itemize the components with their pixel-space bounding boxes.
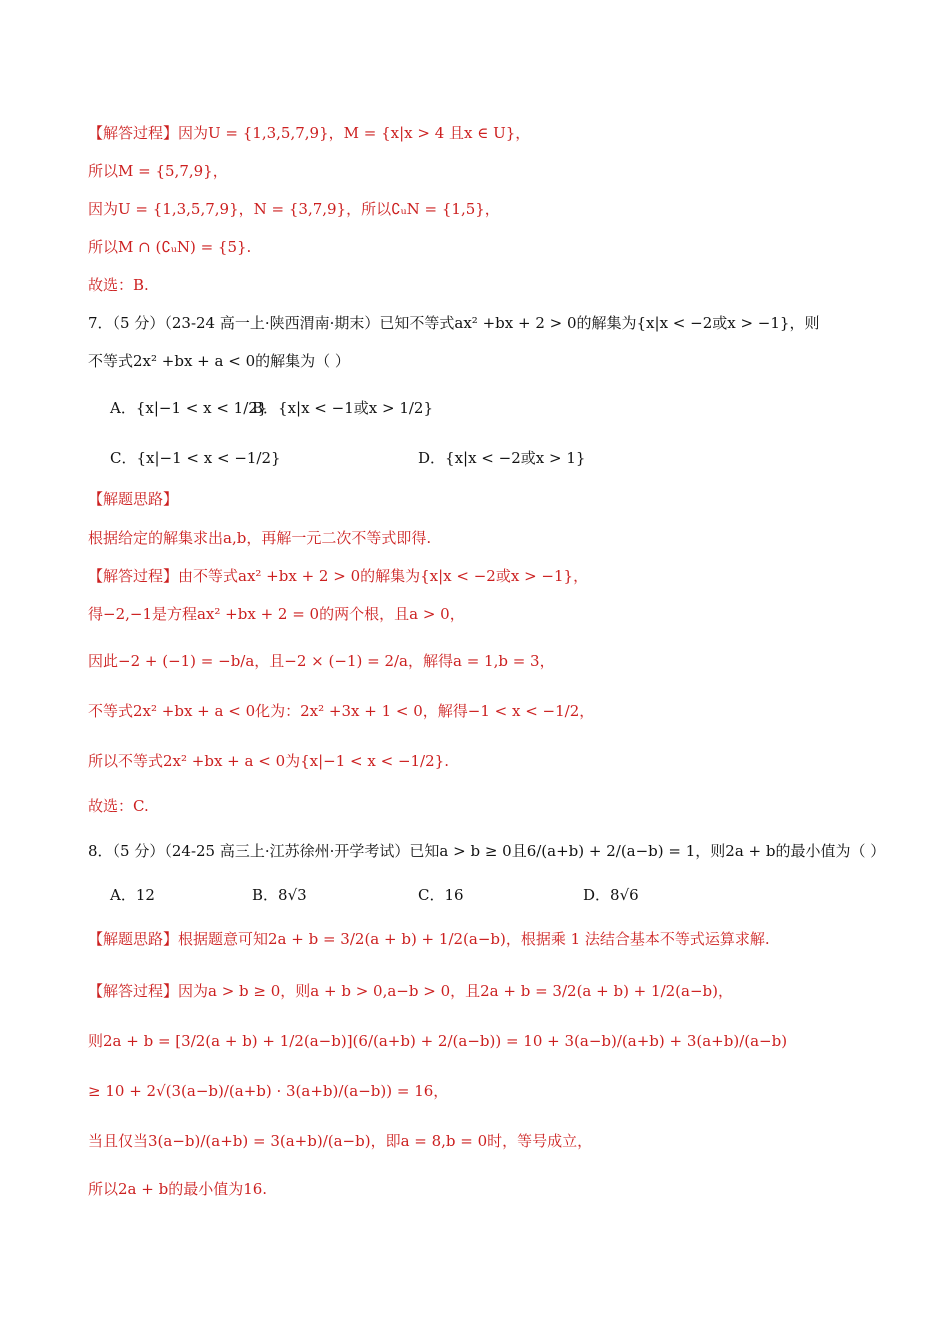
text-line: 根据给定的解集求出a,b，再解一元二次不等式即得.: [88, 529, 432, 547]
text-line: 因此−2 + (−1) = −b/a，且−2 × (−1) = 2/a，解得a = 1,b = 3，: [88, 652, 555, 670]
text-line: 【解答过程】由不等式ax² +bx + 2 > 0的解集为{x|x < −2或x > −1}，: [88, 567, 589, 585]
text-line: 故选：C.: [88, 797, 149, 815]
text-line: 故选：B.: [88, 276, 149, 294]
answer-option: C．16: [418, 886, 464, 904]
text-line: 不等式2x² +bx + a < 0化为：2x² +3x + 1 < 0，解得−1 < x < −1/2，: [88, 702, 595, 720]
answer-option: D．8√6: [583, 886, 639, 904]
text-line: 【解答过程】因为U = {1,3,5,7,9}，M = {x|x > 4 且x ∈ U}，: [88, 124, 531, 142]
text-line: 不等式2x² +bx + a < 0的解集为（ ）: [88, 352, 350, 370]
text-line: ≥ 10 + 2√(3(a−b)/(a+b) · 3(a+b)/(a−b)) = 16，: [88, 1082, 449, 1100]
answer-option: D．{x|x < −2或x > 1}: [418, 449, 586, 467]
text-line: 所以不等式2x² +bx + a < 0为{x|−1 < x < −1/2}.: [88, 752, 449, 770]
answer-option: B．{x|x < −1或x > 1/2}: [252, 399, 434, 417]
answer-option: C．{x|−1 < x < −1/2}: [110, 449, 281, 467]
text-line: 【解答过程】因为a > b ≥ 0，则a + b > 0,a−b > 0，且2a + b = 3/2(a + b) + 1/2(a−b)，: [88, 982, 733, 1000]
answer-option: A．{x|−1 < x < 1/2}: [110, 399, 268, 417]
text-line: 得−2,−1是方程ax² +bx + 2 = 0的两个根，且a > 0，: [88, 605, 465, 623]
text-line: 8．（5 分）（24-25 高三上·江苏徐州·开学考试）已知a > b ≥ 0且6/(a+b) + 2/(a−b) = 1，则2a + b的最小值为（ ）: [88, 842, 886, 860]
text-line: 【解题思路】根据题意可知2a + b = 3/2(a + b) + 1/2(a−b)，根据乘 1 法结合基本不等式运算求解.: [88, 930, 770, 948]
text-line: 所以M ∩ (∁ᵤN) = {5}.: [88, 238, 252, 256]
text-line: 当且仅当3(a−b)/(a+b) = 3(a+b)/(a−b)，即a = 8,b = 0时，等号成立，: [88, 1132, 593, 1150]
answer-option: A．12: [110, 886, 155, 904]
answer-option: B．8√3: [252, 886, 307, 904]
text-line: 7．（5 分）（23-24 高一上·陕西渭南·期末）已知不等式ax² +bx + 2 > 0的解集为{x|x < −2或x > −1}，则: [88, 314, 820, 332]
text-line: 则2a + b = [3/2(a + b) + 1/2(a−b)](6/(a+b) + 2/(a−b)) = 10 + 3(a−b)/(a+b) + 3(a+b)/(a−b): [88, 1032, 788, 1050]
text-line: 所以2a + b的最小值为16.: [88, 1180, 268, 1198]
text-line: 因为U = {1,3,5,7,9}，N = {3,7,9}，所以∁ᵤN = {1,5}，: [88, 200, 500, 218]
text-line: 【解题思路】: [88, 490, 179, 508]
text-line: 所以M = {5,7,9}，: [88, 162, 228, 180]
